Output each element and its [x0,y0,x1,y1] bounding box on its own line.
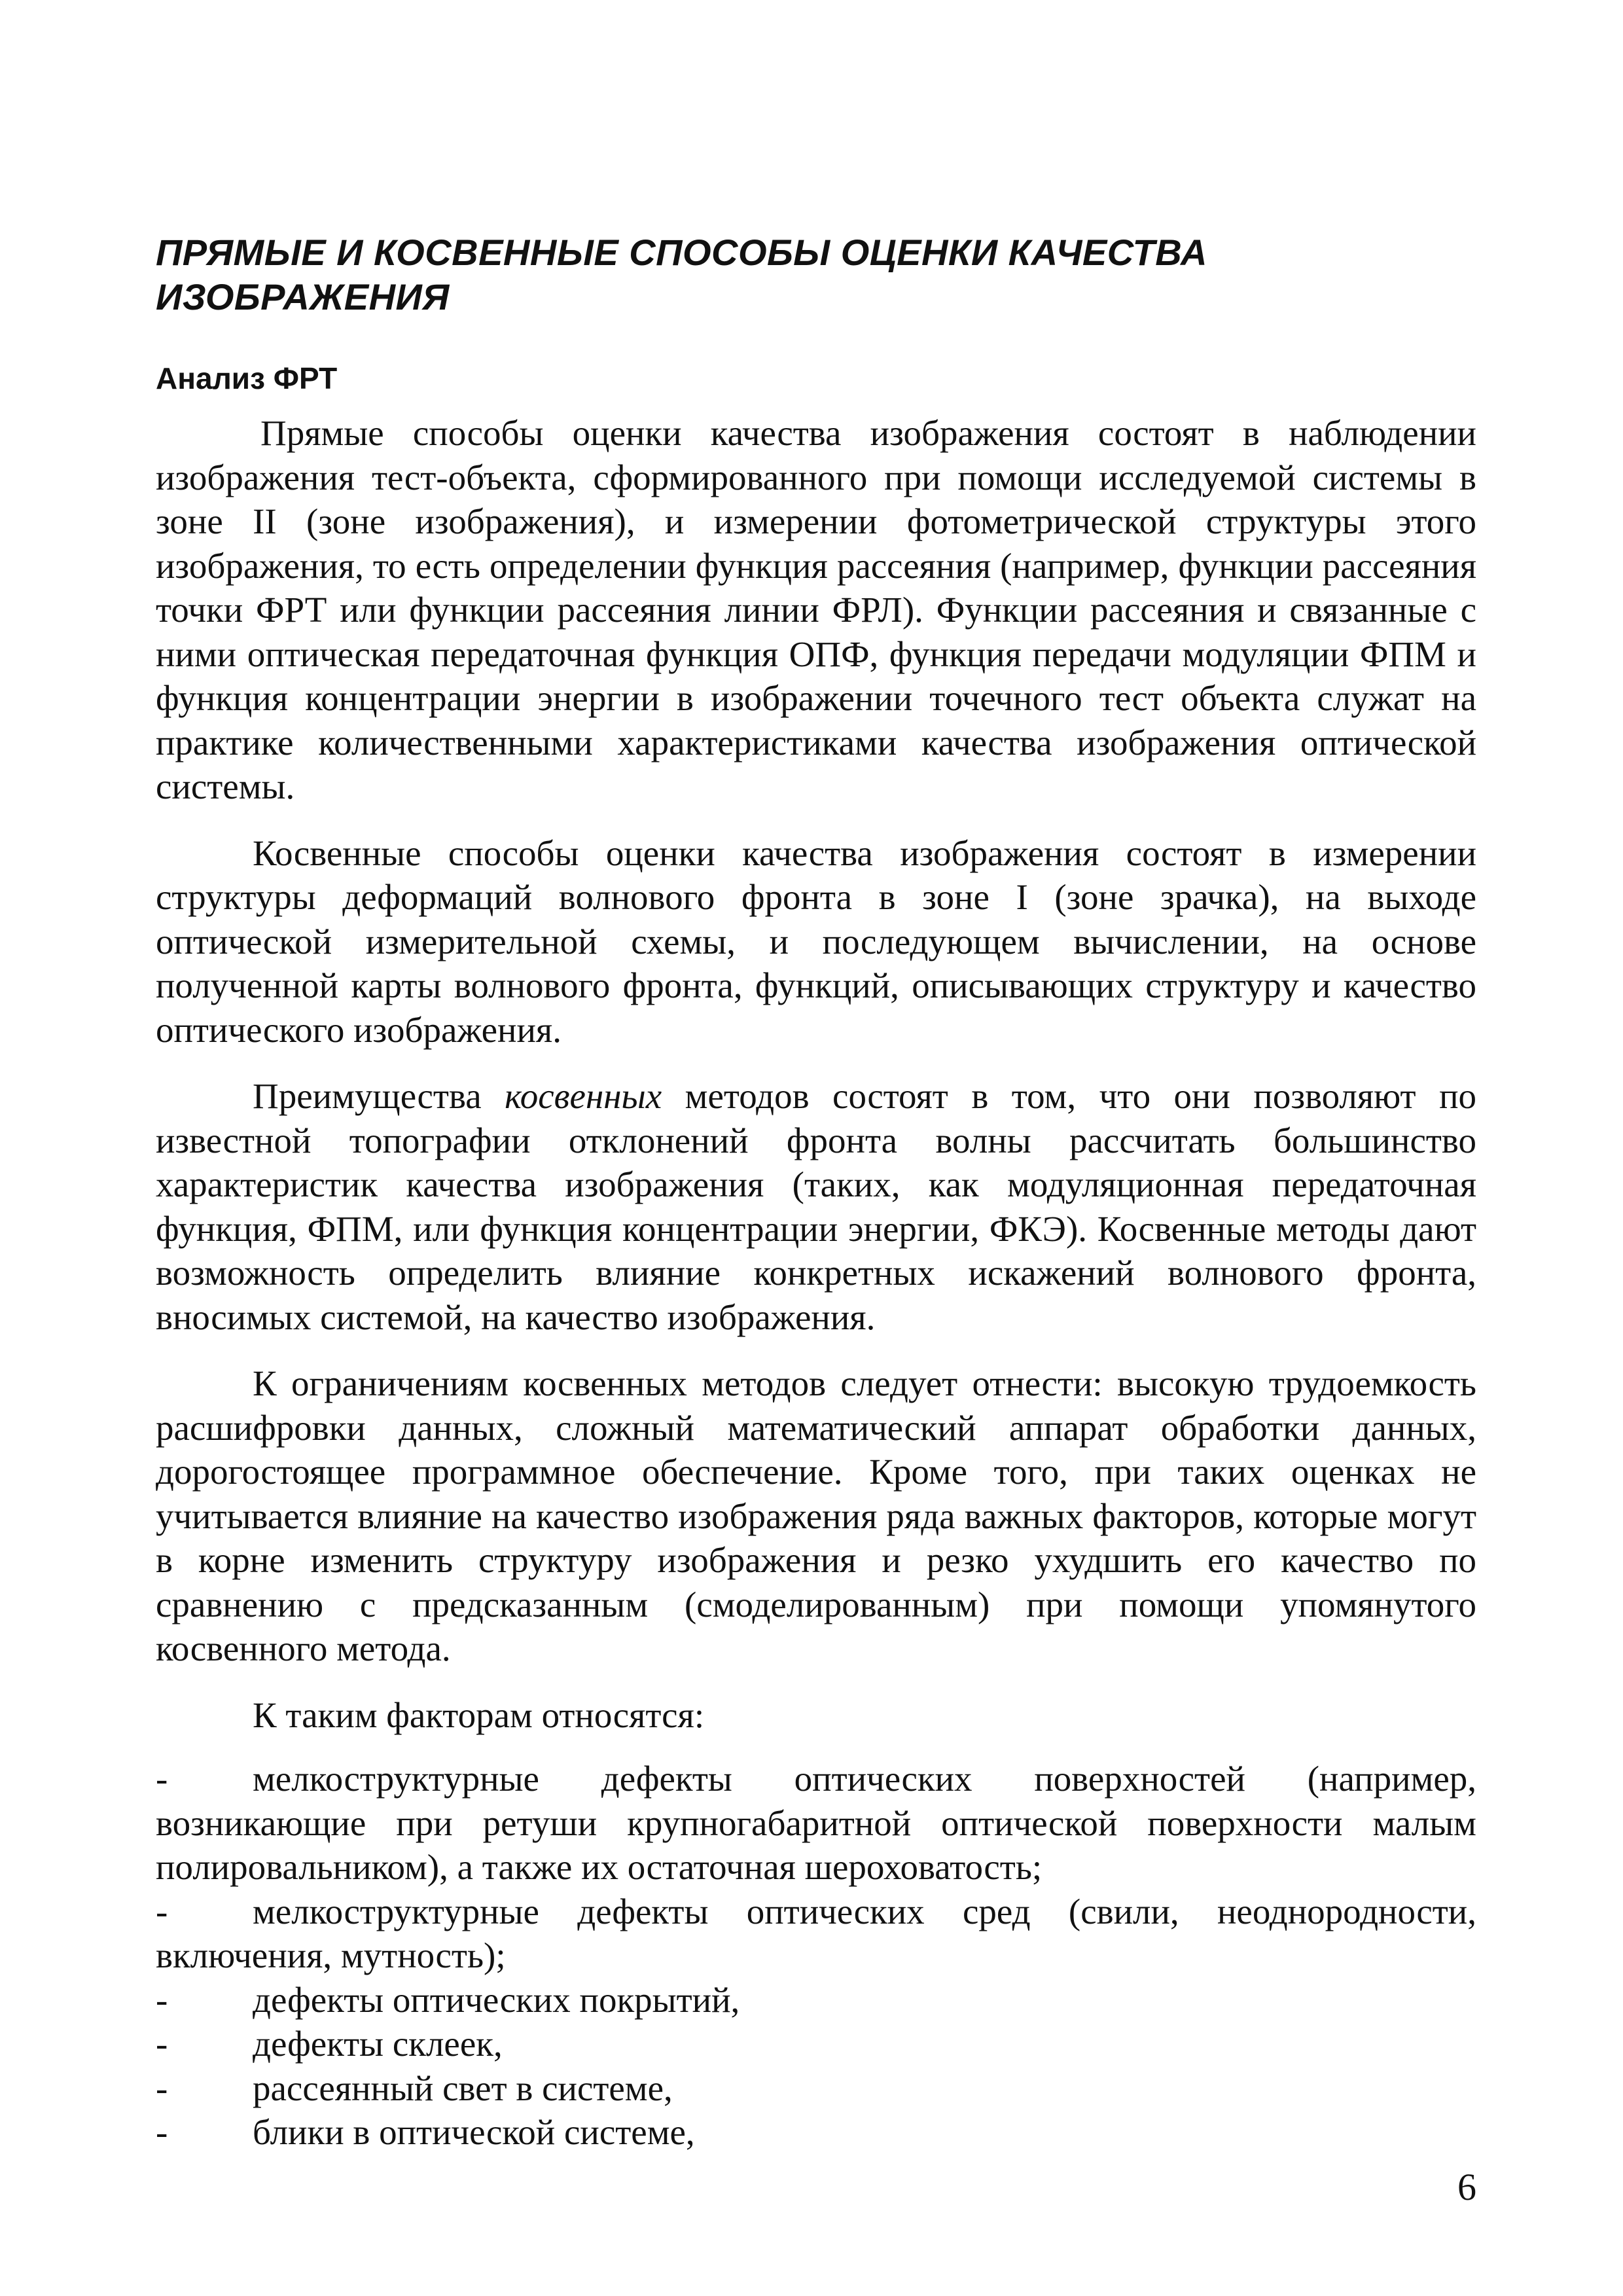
list-dash: - [156,1979,168,2020]
paragraph-direct-methods: Прямые способы оценки качества изображения состоят в наблюдении изображения тест-объекта, сформированного при помощи исследуемой системы в зоне II (зоне изображения), и измерении фотометрической структуры этого изображения, то есть определении функция рассеяния (например, функции рассеяния точки ФРТ или функции рассеяния линии ФРЛ). Функции рассеяния и связанные с ними оптическая передаточная функция ОПФ, функция передачи модуляции ФПМ и функция концентрации энергии в изображении точечного тест объекта служат на практике количественными характеристиками качества изображения оптической системы. [156,413,1476,806]
list-item [156,1978,1476,2022]
list-item [156,1757,1476,1890]
page-number: 6 [1457,2166,1476,2208]
list-item [156,2066,1476,2111]
list-dash: - [156,2024,168,2064]
list-dash: - [156,1891,168,1931]
paragraph-advantages [156,1074,1476,1339]
list-item-text: рассеянный свет в системе, [253,2068,673,2108]
advantages-emphasis: косвенных [505,1076,662,1116]
list-item-text: мелкоструктурные дефекты оптических поверхностей (например, возникающие при ретуши крупногабаритной оптической поверхности малым полировальником), а также их остаточная шероховатость; [156,1759,1476,1887]
list-item [156,1890,1476,1978]
advantages-text-before: Преимущества [253,1076,505,1116]
list-dash: - [156,1759,168,1799]
list-item-text: мелкоструктурные дефекты оптических сред (свили, неоднородности, включения, мутность); [156,1891,1476,1975]
advantages-text-after: методов состоят в том, что они позволяют по известной топографии отклонений фронта волны рассчитать большинство характеристик качества изображения (таких, как модуляционная передаточная функция, ФПМ, или функция концентрации энергии, ФКЭ). Косвенные методы дают возможность определить влияние конкретных искажений волнового фронта, вносимых системой, на качество изображения. [156,1076,1477,1337]
page-content [156,230,1476,2155]
list-item-text: дефекты склеек, [253,2024,503,2064]
section-title: ПРЯМЫЕ И КОСВЕННЫЕ СПОСОБЫ ОЦЕНКИ КАЧЕСТВА ИЗОБРАЖЕНИЯ [156,232,1207,317]
subsection-title: Анализ ФРТ [156,361,338,395]
list-item-text: дефекты оптических покрытий, [253,1979,740,2020]
paragraph-indirect-methods: Косвенные способы оценки качества изображения состоят в измерении структуры деформаций волнового фронта в зоне I (зоне зрачка), на выходе оптической измерительной схемы, и последующем вычислении, на основе полученной карты волнового фронта, функций, описывающих структуру и качество оптического изображения. [156,833,1476,1050]
list-dash: - [156,2068,168,2108]
list-dash: - [156,2112,168,2152]
list-item [156,2110,1476,2155]
paragraph-limitations: К ограничениям косвенных методов следует отнести: высокую трудоемкость расшифровки данных, сложный математический аппарат обработки данных, дорогостоящее программное обеспечение. Кроме того, при таких оценках не учитывается влияние на качество изображения ряда важных факторов, которые могут в корне изменить структуру изображения и резко ухудшить его качество по сравнению с предсказанным (смоделированным) при помощи упомянутого косвенного метода. [156,1363,1476,1668]
list-item-text: блики в оптической системе, [253,2112,695,2152]
factors-lead: К таким факторам относятся: [253,1695,705,1735]
factors-list [156,1757,1476,2155]
list-item [156,2022,1476,2066]
